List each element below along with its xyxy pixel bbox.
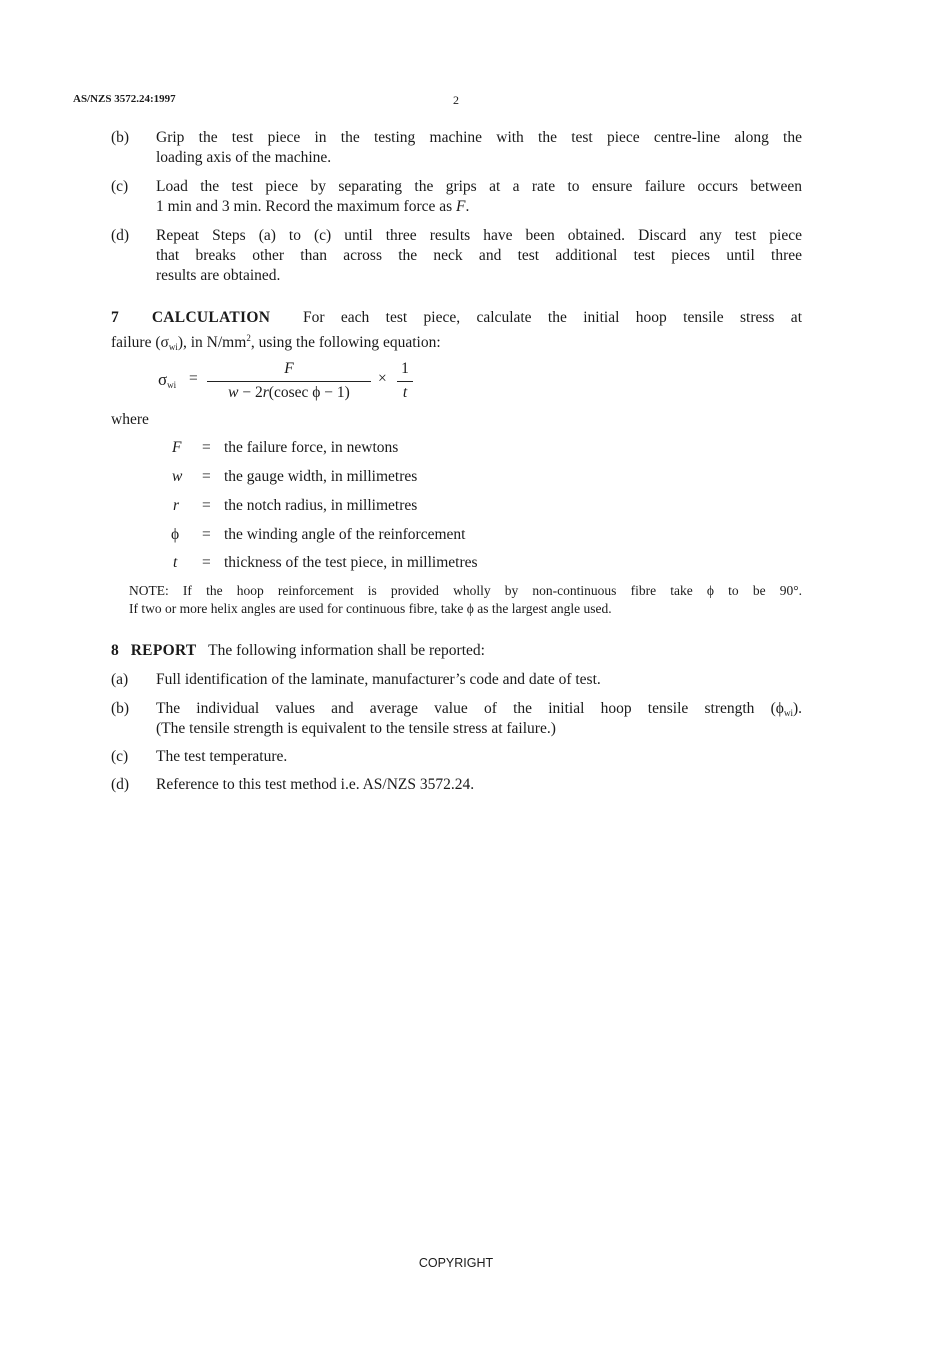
standard-id: AS/NZS 3572.24:1997 — [73, 93, 176, 105]
symbol-equals: = — [202, 439, 211, 456]
symbol-description: the gauge width, in millimetres — [224, 468, 418, 485]
equation-numerator-2: 1 — [401, 360, 409, 377]
step-text-line: Repeat Steps (a) to (c) until three results have been obtained. Discard any test piece — [156, 227, 802, 244]
report-item-label: (c) — [111, 748, 129, 765]
calculation-intro-line: 7 CALCULATION For each test piece, calculate the initial hoop tensile stress at — [111, 309, 802, 326]
copyright-footer: COPYRIGHT — [418, 1256, 494, 1270]
equation-lhs: $\sigma_{wi}$ — [158, 370, 177, 390]
step-text-line: Load the test piece by separating the grips at a rate to ensure failure occurs between — [156, 178, 802, 195]
step-label: (c) — [111, 178, 129, 195]
fraction-bar-2 — [397, 381, 413, 382]
symbol: ϕ — [171, 526, 180, 543]
symbol-description: the failure force, in newtons — [224, 439, 399, 456]
equation-equals: = — [189, 370, 198, 387]
where-label: where — [111, 411, 149, 428]
report-item-label: (d) — [111, 776, 130, 793]
page-number: 2 — [453, 93, 459, 107]
symbol-equals: = — [202, 526, 211, 543]
symbol-description: the notch radius, in millimetres — [224, 497, 418, 514]
symbol: t — [173, 554, 178, 571]
section-number: 7 — [111, 309, 120, 326]
step-label: (b) — [111, 129, 130, 146]
step-text-line: Grip the test piece in the testing machine with the test piece centre-line along the — [156, 129, 802, 146]
symbol-description: the winding angle of the reinforcement — [224, 526, 466, 543]
step-text-line: that breaks other than across the neck and test additional test pieces until three — [156, 247, 802, 264]
equation-denominator: w − 2r(cosec ϕ − 1) — [228, 384, 350, 401]
step-text-line: 1 min and 3 min. Record the maximum force as F. — [156, 198, 470, 215]
step-text-line: results are obtained. — [156, 267, 281, 284]
equation-times: × — [378, 370, 387, 387]
equation-numerator: F — [284, 360, 294, 377]
calculation-intro-line-2: failure $(\sigma_{wi})$, in $N/mm^2$, using the following equation: — [111, 333, 441, 352]
report-item-text: Full identification of the laminate, manufacturer’s code and date of test. — [156, 671, 601, 688]
symbol: F — [172, 439, 182, 456]
report-intro-line: 8 REPORT The following information shall be reported: — [111, 642, 485, 659]
section-heading-report: REPORT — [130, 642, 197, 659]
symbol-description: thickness of the test piece, in millimetres — [224, 554, 478, 571]
report-item-label: (a) — [111, 671, 129, 688]
symbol-equals: = — [202, 554, 211, 571]
fraction-bar — [207, 381, 371, 382]
note-line: If two or more helix angles are used for continuous fibre, take ϕ as the largest angle used. — [129, 601, 612, 616]
equation-denominator-2: t — [402, 384, 408, 401]
section-number: 8 — [111, 642, 120, 659]
symbol-equals: = — [202, 468, 211, 485]
report-item-text: Reference to this test method i.e. AS/NZS 3572.24. — [156, 776, 475, 793]
step-text-line: loading axis of the machine. — [156, 149, 332, 166]
step-label: (d) — [111, 227, 130, 244]
note-line: NOTE: If the hoop reinforcement is provided wholly by non-continuous fibre take ϕ to be 90°. — [129, 583, 802, 598]
report-item-text: (The tensile strength is equivalent to the tensile stress at failure.) — [156, 720, 556, 737]
report-item-text: The individual values and average value of the initial hoop tensile strength $(\phi_{wi})$. — [156, 700, 802, 718]
report-item-label: (b) — [111, 700, 130, 717]
symbol: w — [172, 468, 183, 485]
symbol-equals: = — [202, 497, 211, 514]
symbol: r — [173, 497, 180, 514]
report-item-text: The test temperature. — [156, 748, 288, 765]
section-heading-calculation: CALCULATION — [151, 309, 271, 326]
